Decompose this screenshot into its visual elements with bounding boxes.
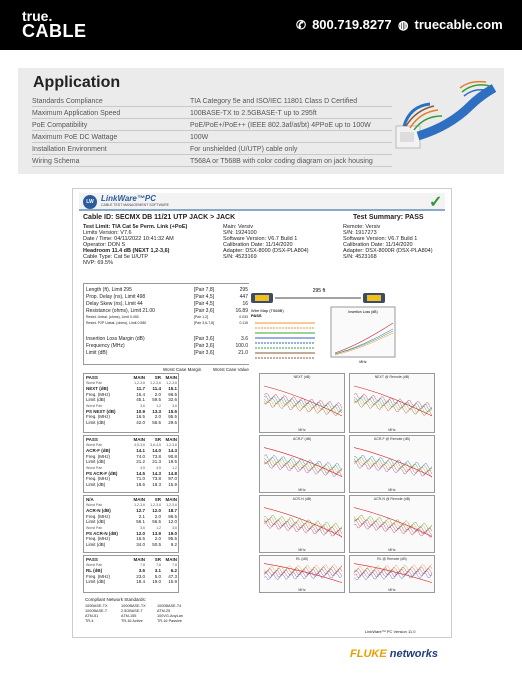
fluke-name: FLUKE xyxy=(350,648,387,660)
compliant-standard: 100VG-AnyLan xyxy=(157,614,183,618)
graph-axis-label: MHz xyxy=(298,428,306,432)
result-value: 15.1 xyxy=(168,386,177,391)
result-value: 6.2 xyxy=(170,568,177,573)
graph-title: RL (dB) xyxy=(296,557,308,561)
graph-traces xyxy=(260,374,346,434)
worst-pair: 7,8 xyxy=(172,563,177,567)
row-label: Freq. (MHz) xyxy=(86,391,110,397)
result-value: 14.3 xyxy=(152,470,161,476)
worst-pair: 1,2 xyxy=(156,525,161,530)
column-header: SR xyxy=(154,375,161,380)
fluke-networks: networks xyxy=(389,648,439,660)
result-value: 73.8 xyxy=(152,453,161,459)
result-value: 29.6 xyxy=(168,419,177,425)
length-row-label: Resist. Unbal. (ohms), Limit 0.490 xyxy=(86,315,139,319)
result-value: 19.0 xyxy=(152,579,161,584)
result-value: 71.0 xyxy=(136,476,145,481)
graph-trace xyxy=(264,461,342,475)
graph-axis-label: MHz xyxy=(388,428,396,432)
row-label: Limit (dB) xyxy=(86,541,106,547)
nvp: NVP: 69.5% xyxy=(83,260,113,266)
headroom: Headroom 11.4 dB (NEXT 1,2-3,6) xyxy=(83,248,170,254)
spec-label: Maximum PoE DC Wattage xyxy=(32,134,118,141)
graph-title: ACR-F @ Remote (dB) xyxy=(373,437,411,441)
compliant-standard: 2.5GBASE-T xyxy=(121,609,143,613)
result-value: 56.5 xyxy=(152,419,161,425)
result-value: 42.0 xyxy=(136,419,145,425)
row-label: NEXT (dB) xyxy=(86,386,109,391)
website-link[interactable] xyxy=(398,17,503,32)
logo-line-1: true. xyxy=(22,8,53,24)
length-row-value: 0.115 xyxy=(239,321,248,325)
result-value: 3.5 xyxy=(138,568,145,573)
logo-line-2: CABLE xyxy=(22,21,87,41)
length-row xyxy=(86,287,248,293)
result-value: 59.5 xyxy=(152,397,161,402)
row-label: Worst Pair xyxy=(86,403,103,408)
graph-axis-label: MHz xyxy=(298,548,306,552)
result-value: 56.5 xyxy=(152,519,161,524)
column-header: SR xyxy=(154,557,161,562)
result-value: 2.0 xyxy=(154,391,161,397)
result-value: 21.2 xyxy=(136,459,145,464)
length-row-pair: [Pair 3,6] xyxy=(194,350,215,356)
spec-label: Wiring Schema xyxy=(32,158,80,165)
length-row-label: Insertion Loss Margin (dB) xyxy=(86,336,145,342)
cable-id: Cable ID: SECMX DB 11/21 UTP JACK > JACK xyxy=(83,214,236,221)
wiremap-pass: PASS xyxy=(251,313,262,318)
spec-label: PoE Compatibility xyxy=(32,122,88,129)
result-value: 56.1 xyxy=(136,519,145,524)
result-value: 19.5 xyxy=(168,459,177,464)
website-url: truecable.com xyxy=(414,17,503,32)
result-value: 14.3 xyxy=(168,448,177,453)
spec-value: T568A or T568B with color coding diagram on jack housing xyxy=(190,158,373,165)
result-value: 13.9 xyxy=(152,530,161,536)
length-row-value: 447 xyxy=(239,294,248,300)
graph-title: RL @ Remote (dB) xyxy=(377,557,407,561)
result-value: 16.4 xyxy=(136,391,145,397)
result-value: 2.0 xyxy=(154,414,161,419)
date-time: Date / Time: 04/11/2022 10:41:32 AM xyxy=(83,236,174,242)
phone-number: 800.719.8277 xyxy=(312,17,392,32)
column-header: MAIN xyxy=(165,437,177,442)
main-adapter: Adapter: DSX-8000 (DSX-PLA804) xyxy=(223,248,309,254)
results-table xyxy=(83,373,179,433)
worst-pair: 1,2-3,6 xyxy=(134,503,145,507)
compliant-standard: ATM-25 xyxy=(157,609,171,613)
compliant-title: Compliant Network Standards: xyxy=(85,597,147,602)
result-value: 73.8 xyxy=(152,476,161,481)
worst-pair: 3,6 xyxy=(140,525,145,530)
worst-pair: 1,2-3,6 xyxy=(166,381,177,385)
row-label: Freq. (MHz) xyxy=(86,573,110,579)
spec-value: TIA Category 5e and ISO/IEC 11801 Class D Certified xyxy=(190,98,358,105)
test-report xyxy=(72,188,452,638)
row-label: Limit (dB) xyxy=(86,397,106,402)
worst-pair: 1,2-3,6 xyxy=(166,503,177,507)
application-title: Application xyxy=(33,74,121,91)
column-header: MAIN xyxy=(133,497,145,502)
row-label: Limit (dB) xyxy=(86,579,106,584)
result-value: 14.8 xyxy=(168,470,177,476)
spec-value: 100BASE-TX to 2.5GBASE-T up to 295ft xyxy=(190,110,317,117)
spec-label: Standards Compliance xyxy=(32,98,103,105)
length-row xyxy=(86,294,248,300)
worst-pair: 7,8 xyxy=(156,563,161,567)
result-value: 2.0 xyxy=(154,513,161,519)
measurement-graph xyxy=(259,373,345,433)
length-row-label: Length (ft), Limit 295 xyxy=(86,287,132,293)
result-value: 11.4 xyxy=(152,386,161,391)
length-row-pair: [Pair 3,6] xyxy=(194,343,215,349)
graph-trace xyxy=(264,393,342,408)
row-label: RL (dB) xyxy=(86,568,103,573)
row-label: Worst Pair xyxy=(86,443,103,447)
test-summary: Test Summary: PASS xyxy=(353,214,424,221)
report-header xyxy=(79,193,445,211)
row-label: Limit (dB) xyxy=(86,419,106,425)
result-value: 18.7 xyxy=(168,508,177,513)
graph-trace xyxy=(354,564,432,572)
row-label: Worst Pair xyxy=(86,525,103,530)
row-label: Limit (dB) xyxy=(86,519,106,524)
result-value: 18.4 xyxy=(136,579,145,584)
compliant-standard: 1000BASE-T xyxy=(85,609,108,613)
graph-trace xyxy=(354,399,432,414)
remote-adapter: Adapter: DSX-8000R (DSX-PLA804) xyxy=(343,248,433,254)
spec-label: Maximum Application Speed xyxy=(32,110,121,117)
length-row-label: Resist. P2P Unbal. (ohms), Limit 0.580 xyxy=(86,321,147,325)
main-calibration: Calibration Date: 11/14/2020 xyxy=(223,242,293,248)
result-value: 10.9 xyxy=(136,408,145,414)
main-sn: S/N: 1924100 xyxy=(223,230,257,236)
result-value: 19.0 xyxy=(168,530,177,536)
length-row xyxy=(86,350,248,356)
length-row-pair: [Pair 7,8] xyxy=(194,287,215,293)
length-row-pair: [Pair 1,2] xyxy=(194,315,209,319)
result-value: 16.5 xyxy=(136,536,145,541)
worst-pair: 1,2-3,6 xyxy=(150,503,161,507)
spec-value: PoE/PoE+/PoE++ (IEEE 802.3af/at/bt) 4PPoE up to 100W xyxy=(190,122,371,129)
worst-pair: 3,6-4,5 xyxy=(150,443,161,447)
length-row-value: 0.033 xyxy=(239,315,248,319)
worst-pair: 3,6 xyxy=(172,525,177,530)
length-row-label: Frequency (MHz) xyxy=(86,343,125,349)
row-label: Freq. (MHz) xyxy=(86,476,110,481)
limits-version: Limits Version: V7.6 xyxy=(83,230,132,236)
row-label: PS ACR-F (dB) xyxy=(86,470,118,476)
section-status: PASS xyxy=(86,557,98,562)
result-value: 21.3 xyxy=(152,459,161,464)
column-header: SR xyxy=(154,497,161,502)
linkware-subtitle: CABLE TEST MANAGEMENT SOFTWARE xyxy=(101,203,169,207)
remote-calibration: Calibration Date: 11/14/2020 xyxy=(343,242,413,248)
length-row-value: 3.6 xyxy=(241,336,248,342)
result-value: 2.1 xyxy=(138,513,145,519)
length-row-label: Prop. Delay (ns), Limit 498 xyxy=(86,294,146,300)
result-value: 34.0 xyxy=(136,541,145,547)
result-value: 97.0 xyxy=(168,476,177,481)
result-value: 96.5 xyxy=(168,513,177,519)
section-status: PASS xyxy=(86,437,98,442)
result-value: 16.5 xyxy=(136,414,145,419)
row-label: Freq. (MHz) xyxy=(86,513,110,519)
result-value: 15.9 xyxy=(168,579,177,584)
length-row-pair: [Pair 4,5] xyxy=(194,294,215,300)
result-value: 18.6 xyxy=(136,481,145,487)
remote-sn: S/N: 1917273 xyxy=(343,230,377,236)
remote-software: Software Version: V6.7 Build 1 xyxy=(343,236,418,242)
worst-pair: 3,6 xyxy=(172,403,177,408)
compliant-standard: TR-16 Passive xyxy=(157,619,182,623)
result-value: 47.3 xyxy=(168,573,177,579)
globe-icon: ◍ xyxy=(398,18,409,32)
graph-trace xyxy=(354,396,432,411)
graph-axis-label: MHz xyxy=(388,488,396,492)
result-value: 12.0 xyxy=(136,530,145,536)
compliant-standard: 1000BASE-TX xyxy=(121,604,146,608)
measurement-graph xyxy=(259,555,345,593)
row-label: Worst Pair xyxy=(86,381,103,385)
worst-pair: 1,2 xyxy=(156,403,161,408)
measurement-graph xyxy=(349,435,435,493)
graph-traces xyxy=(260,496,346,554)
row-label: Freq. (MHz) xyxy=(86,414,110,419)
measurement-graph xyxy=(259,495,345,553)
worst-case-value: Worst Case Value xyxy=(213,367,249,372)
graph-traces xyxy=(350,374,436,434)
column-header: MAIN xyxy=(165,375,177,380)
il-axis-label: MHz xyxy=(359,360,367,364)
row-label: ACR-N (dB) xyxy=(86,508,111,513)
result-value: 5.0 xyxy=(154,573,161,579)
cable-type: Cable Type: Cat 5e U/UTP xyxy=(83,254,149,260)
length-row xyxy=(86,301,248,307)
row-label: Worst Pair xyxy=(86,563,103,567)
column-header: MAIN xyxy=(133,375,145,380)
length-row-value: 16 xyxy=(242,301,248,307)
row-label: Freq. (MHz) xyxy=(86,453,110,459)
worst-pair: 4,5 xyxy=(156,465,161,470)
worst-pair: 1,2 xyxy=(172,465,177,470)
section-status: N/A xyxy=(86,497,94,502)
results-table xyxy=(83,555,179,593)
measurement-graph xyxy=(259,435,345,493)
length-row-value: 21.0 xyxy=(238,350,248,356)
linkware-name: LinkWare™PC xyxy=(101,194,156,203)
compliant-standard: TR-4 xyxy=(85,619,94,623)
graph-title: ACR-F (dB) xyxy=(292,437,312,441)
length-row-pair: [Pair 4,5] xyxy=(194,301,215,307)
length-row xyxy=(86,343,248,349)
worst-pair: 7,8 xyxy=(140,563,145,567)
remote-adapter-sn: S/N: 4523168 xyxy=(343,254,377,260)
worst-pair: 4,5-3,6 xyxy=(134,443,145,447)
result-value: 50.5 xyxy=(152,541,161,547)
compliant-standard: ATM-155 xyxy=(121,614,137,618)
length-row-value: 100.0 xyxy=(235,343,248,349)
result-value: 11.7 xyxy=(136,386,145,391)
column-header: MAIN xyxy=(133,437,145,442)
result-value: 12.0 xyxy=(168,519,177,524)
results-table xyxy=(83,435,179,493)
result-value: 18.3 xyxy=(152,481,161,487)
application-panel xyxy=(18,68,504,174)
graph-trace xyxy=(354,566,432,574)
il-graph-title: Insertion Loss (dB) xyxy=(348,310,378,314)
row-label: Worst Pair xyxy=(86,465,103,470)
cable-jack-image xyxy=(390,76,498,168)
graph-trace xyxy=(264,522,342,537)
column-header: MAIN xyxy=(133,557,145,562)
wiremap-title: Wire Map (T568B) xyxy=(251,308,284,313)
row-label: PS NEXT (dB) xyxy=(86,408,116,414)
linkware-logo: LW xyxy=(83,195,97,209)
length-row-value: 295 xyxy=(239,287,248,293)
result-value: 32.6 xyxy=(168,397,177,402)
result-value: 12.7 xyxy=(136,508,145,513)
fluke-networks-logo xyxy=(350,648,438,660)
row-label: PS ACR-N (dB) xyxy=(86,530,118,536)
graph-trace xyxy=(354,462,432,477)
graph-title: NEXT @ Remote (dB) xyxy=(374,375,410,379)
result-value: 13.3 xyxy=(152,408,161,414)
result-value: 14.0 xyxy=(152,448,161,453)
spec-row xyxy=(32,132,392,143)
graph-title: ACR-N (dB) xyxy=(292,497,312,501)
row-label: ACR-F (dB) xyxy=(86,448,111,453)
result-value: 15.9 xyxy=(168,481,177,487)
measurement-graph xyxy=(349,373,435,433)
length-row-pair: [Pair 3,6] xyxy=(194,308,215,314)
column-header: SR xyxy=(154,437,161,442)
main-software: Software Version: V6.7 Build 1 xyxy=(223,236,298,242)
result-value: 45.1 xyxy=(136,397,145,402)
worst-pair: 3,6 xyxy=(140,403,145,408)
report-footer: LinkWare™ PC Version 11.0 xyxy=(365,629,416,634)
measurement-graph xyxy=(349,555,435,593)
worst-case-margin: Worst Case Margin xyxy=(163,367,202,372)
result-value: 9.2 xyxy=(170,541,177,547)
row-label: Limit (dB) xyxy=(86,459,106,464)
graph-title: NEXT (dB) xyxy=(293,375,311,379)
column-header: MAIN xyxy=(165,497,177,502)
spec-row xyxy=(32,108,392,119)
result-value: 14.5 xyxy=(136,470,145,476)
worst-pair: 1,2-3,6 xyxy=(134,381,145,385)
spec-label: Installation Environment xyxy=(32,146,107,153)
spec-value: For unshielded (U/UTP) cable only xyxy=(190,146,298,153)
length-row-pair: [Pair 3,6-7,8] xyxy=(194,321,215,325)
graph-traces xyxy=(350,496,436,554)
length-row xyxy=(86,336,248,342)
worst-pair: 4,5 xyxy=(140,465,145,470)
test-limit: Test Limit: TIA Cat 5e Perm. Link (+PoE) xyxy=(83,224,188,230)
measurement-graph xyxy=(349,495,435,553)
spec-row xyxy=(32,156,392,167)
result-value: 12.0 xyxy=(152,508,161,513)
spec-row xyxy=(32,144,392,155)
results-table xyxy=(83,495,179,553)
header-bar xyxy=(0,0,522,50)
result-value: 3.1 xyxy=(154,568,161,573)
result-value: 90.8 xyxy=(168,453,177,459)
length-graphic xyxy=(249,283,399,365)
operator: Operator: DON S xyxy=(83,242,126,248)
graphics-area xyxy=(249,283,399,365)
section-status: PASS xyxy=(86,375,98,380)
graph-axis-label: MHz xyxy=(298,588,306,592)
result-value: 95.5 xyxy=(168,536,177,541)
main-adapter-sn: S/N: 4523169 xyxy=(223,254,257,260)
compliant-standard: TR-16 Active xyxy=(121,619,143,623)
compliant-standard: ATM-51 xyxy=(85,614,99,618)
result-value: 23.0 xyxy=(136,573,145,579)
result-value: 14.1 xyxy=(136,448,145,453)
graph-axis-label: MHz xyxy=(298,488,306,492)
graph-axis-label: MHz xyxy=(388,548,396,552)
worst-pair: 1,2-3,6 xyxy=(166,443,177,447)
row-label: Limit (dB) xyxy=(86,481,106,487)
graph-title: ACR-N @ Remote (dB) xyxy=(373,497,411,501)
pass-check-icon: ✓ xyxy=(429,194,443,211)
result-value: 2.0 xyxy=(154,536,161,541)
phone-icon: ✆ xyxy=(296,18,307,32)
length-row xyxy=(86,320,248,326)
graph-traces xyxy=(350,436,436,494)
length-summary-box xyxy=(83,283,251,365)
row-label: Worst Pair xyxy=(86,503,103,507)
graph-limit-line xyxy=(264,564,342,583)
length-row-value: 16.89 xyxy=(235,308,248,314)
spec-row xyxy=(32,120,392,131)
wiremap-lines xyxy=(255,323,315,358)
result-value: 95.5 xyxy=(168,414,177,419)
main-unit: Main: Versiv xyxy=(223,224,253,230)
remote-unit: Remote: Versiv xyxy=(343,224,381,230)
length-row-label: Resistance (ohms), Limit 21.00 xyxy=(86,308,155,314)
column-header: MAIN xyxy=(165,557,177,562)
result-value: 15.5 xyxy=(168,408,177,414)
spec-row xyxy=(32,96,392,107)
length-row-pair: [Pair 3,6] xyxy=(194,336,215,342)
length-row-label: Limit (dB) xyxy=(86,350,108,356)
compliant-standard: 100BASE-TX xyxy=(85,604,108,608)
result-value: 96.5 xyxy=(168,391,177,397)
row-label: Freq. (MHz) xyxy=(86,536,110,541)
compliant-standard: 1000BASE-T4 xyxy=(157,604,182,608)
result-value: 74.0 xyxy=(136,453,145,459)
worst-pair: 1,2-3,6 xyxy=(150,381,161,385)
length-row-label: Delay Skew (ns), Limit 44 xyxy=(86,301,143,307)
spec-value: 100W xyxy=(190,134,209,141)
graph-axis-label: MHz xyxy=(388,588,396,592)
graph-traces xyxy=(260,436,346,494)
graph-trace xyxy=(264,457,342,471)
length-graph-label: 295 ft xyxy=(312,288,326,294)
phone-link[interactable] xyxy=(296,17,392,32)
